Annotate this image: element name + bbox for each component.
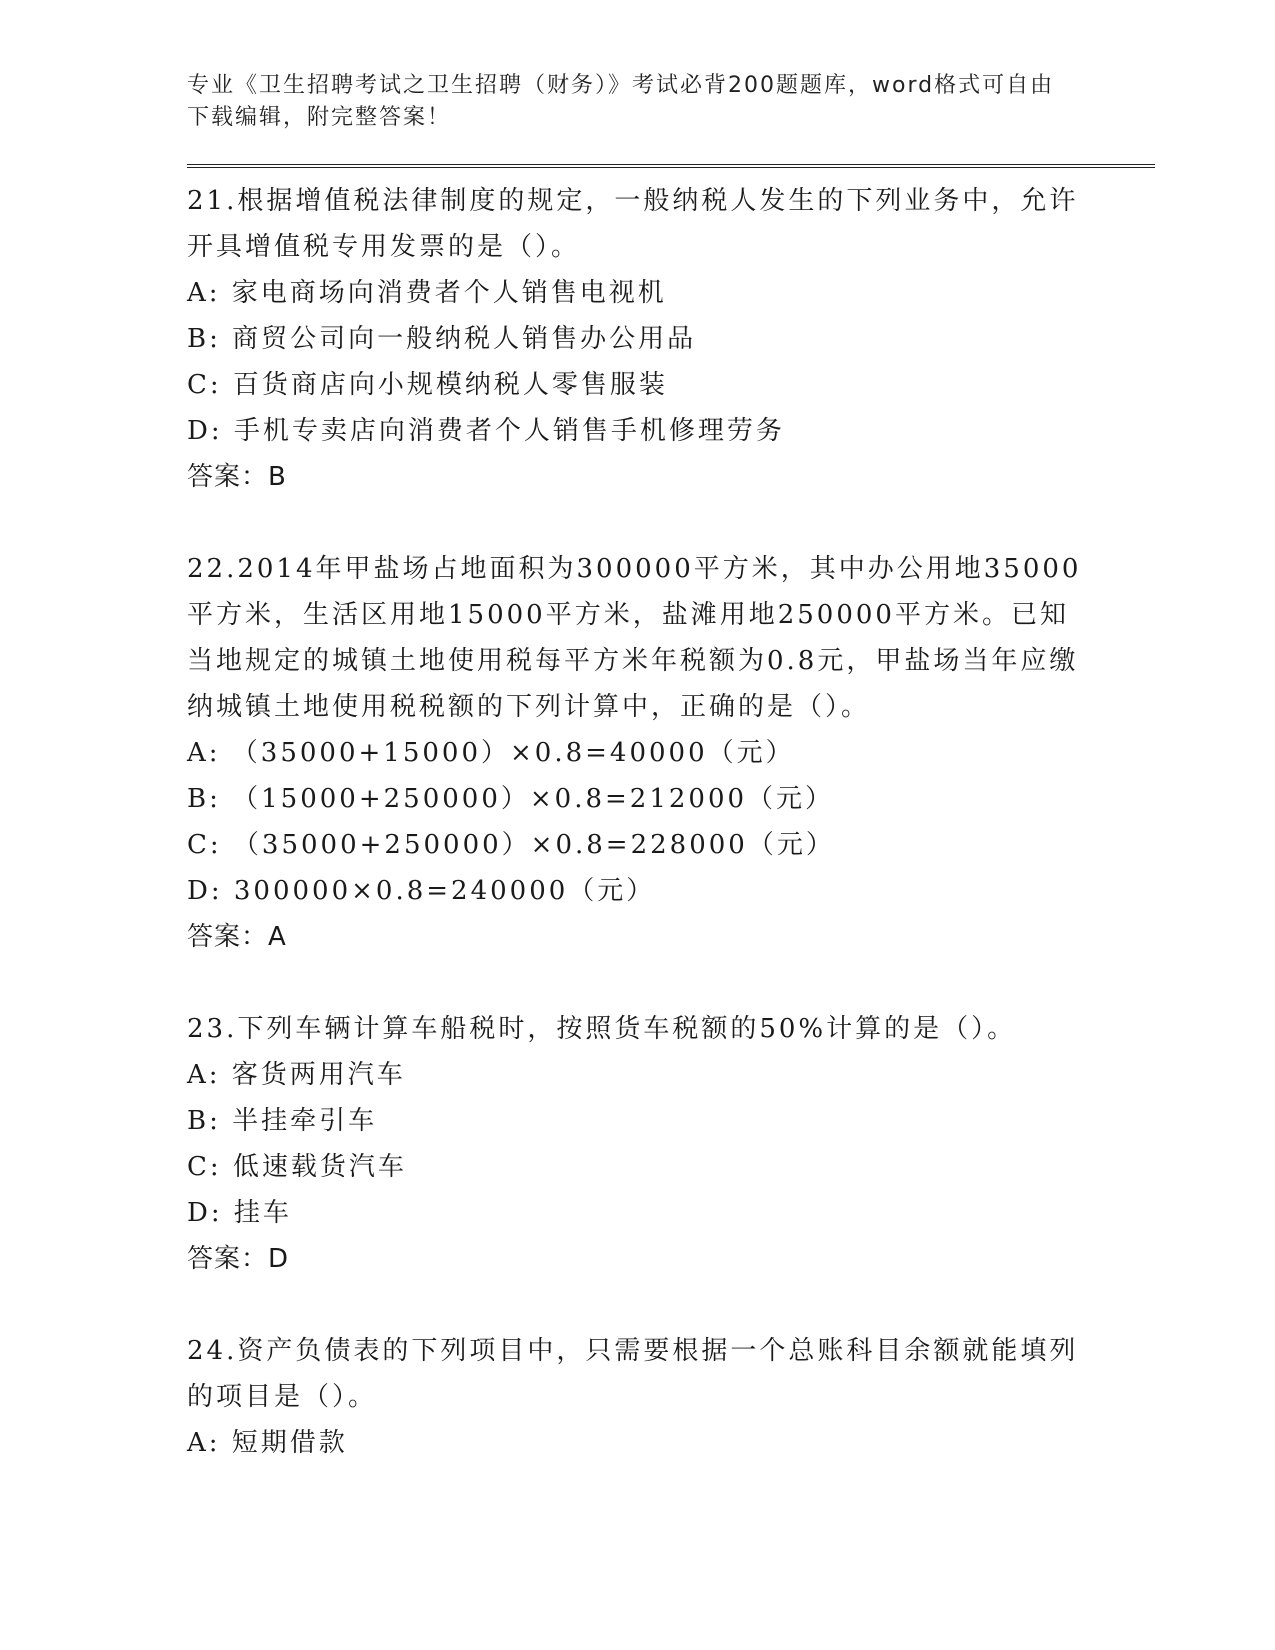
option-d: D: 300000×0.8=240000（元） [187,876,656,906]
question-21 [187,178,1157,500]
answer: 答案：B [187,462,287,492]
document-header: 专业《卫生招聘考试之卫生招聘（财务）》考试必背200题题库，word格式可自由下载编辑，附完整答案！ [187,73,1055,130]
option-d: D: 手机专卖店向消费者个人销售手机修理劳务 [187,416,785,446]
question-stem: 21.根据增值税法律制度的规定，一般纳税人发生的下列业务中，允许开具增值税专用发票的是（）。 [187,186,1079,262]
option-c: C: 低速载货汽车 [187,1152,407,1182]
option-c: C: （35000+250000）×0.8=228000（元） [187,830,835,860]
question-stem: 22.2014年甲盐场占地面积为300000平方米，其中办公用地35000平方米，生活区用地15000平方米，盐滩用地250000平方米。已知当地规定的城镇土地使用税每平方米年税额为0.8元，甲盐场当年应缴纳城镇土地使用税税额的下列计算中，正确的是（）。 [187,554,1082,722]
option-c: C: 百货商店向小规模纳税人零售服装 [187,370,668,400]
question-stem: 24.资产负债表的下列项目中，只需要根据一个总账科目余额就能填列的项目是（）。 [187,1336,1079,1412]
question-stem: 23.下列车辆计算车船税时，按照货车税额的50%计算的是（）。 [187,1014,1017,1044]
header-divider [187,164,1155,168]
option-a: A: 客货两用汽车 [187,1060,406,1090]
option-a: A: 短期借款 [187,1428,348,1458]
option-b: B: 商贸公司向一般纳税人销售办公用品 [187,324,697,354]
question-24 [187,1328,1157,1466]
question-23 [187,1006,1157,1282]
option-d: D: 挂车 [187,1198,292,1228]
option-b: B: （15000+250000）×0.8=212000（元） [187,784,835,814]
question-22 [187,546,1157,960]
option-a: A: 家电商场向消费者个人销售电视机 [187,278,667,308]
option-b: B: 半挂牵引车 [187,1106,378,1136]
document-page [187,70,1157,1512]
question-list [187,178,1157,1466]
option-a: A: （35000+15000）×0.8=40000（元） [187,738,795,768]
answer: 答案：D [187,1244,290,1274]
answer: 答案：A [187,922,287,952]
